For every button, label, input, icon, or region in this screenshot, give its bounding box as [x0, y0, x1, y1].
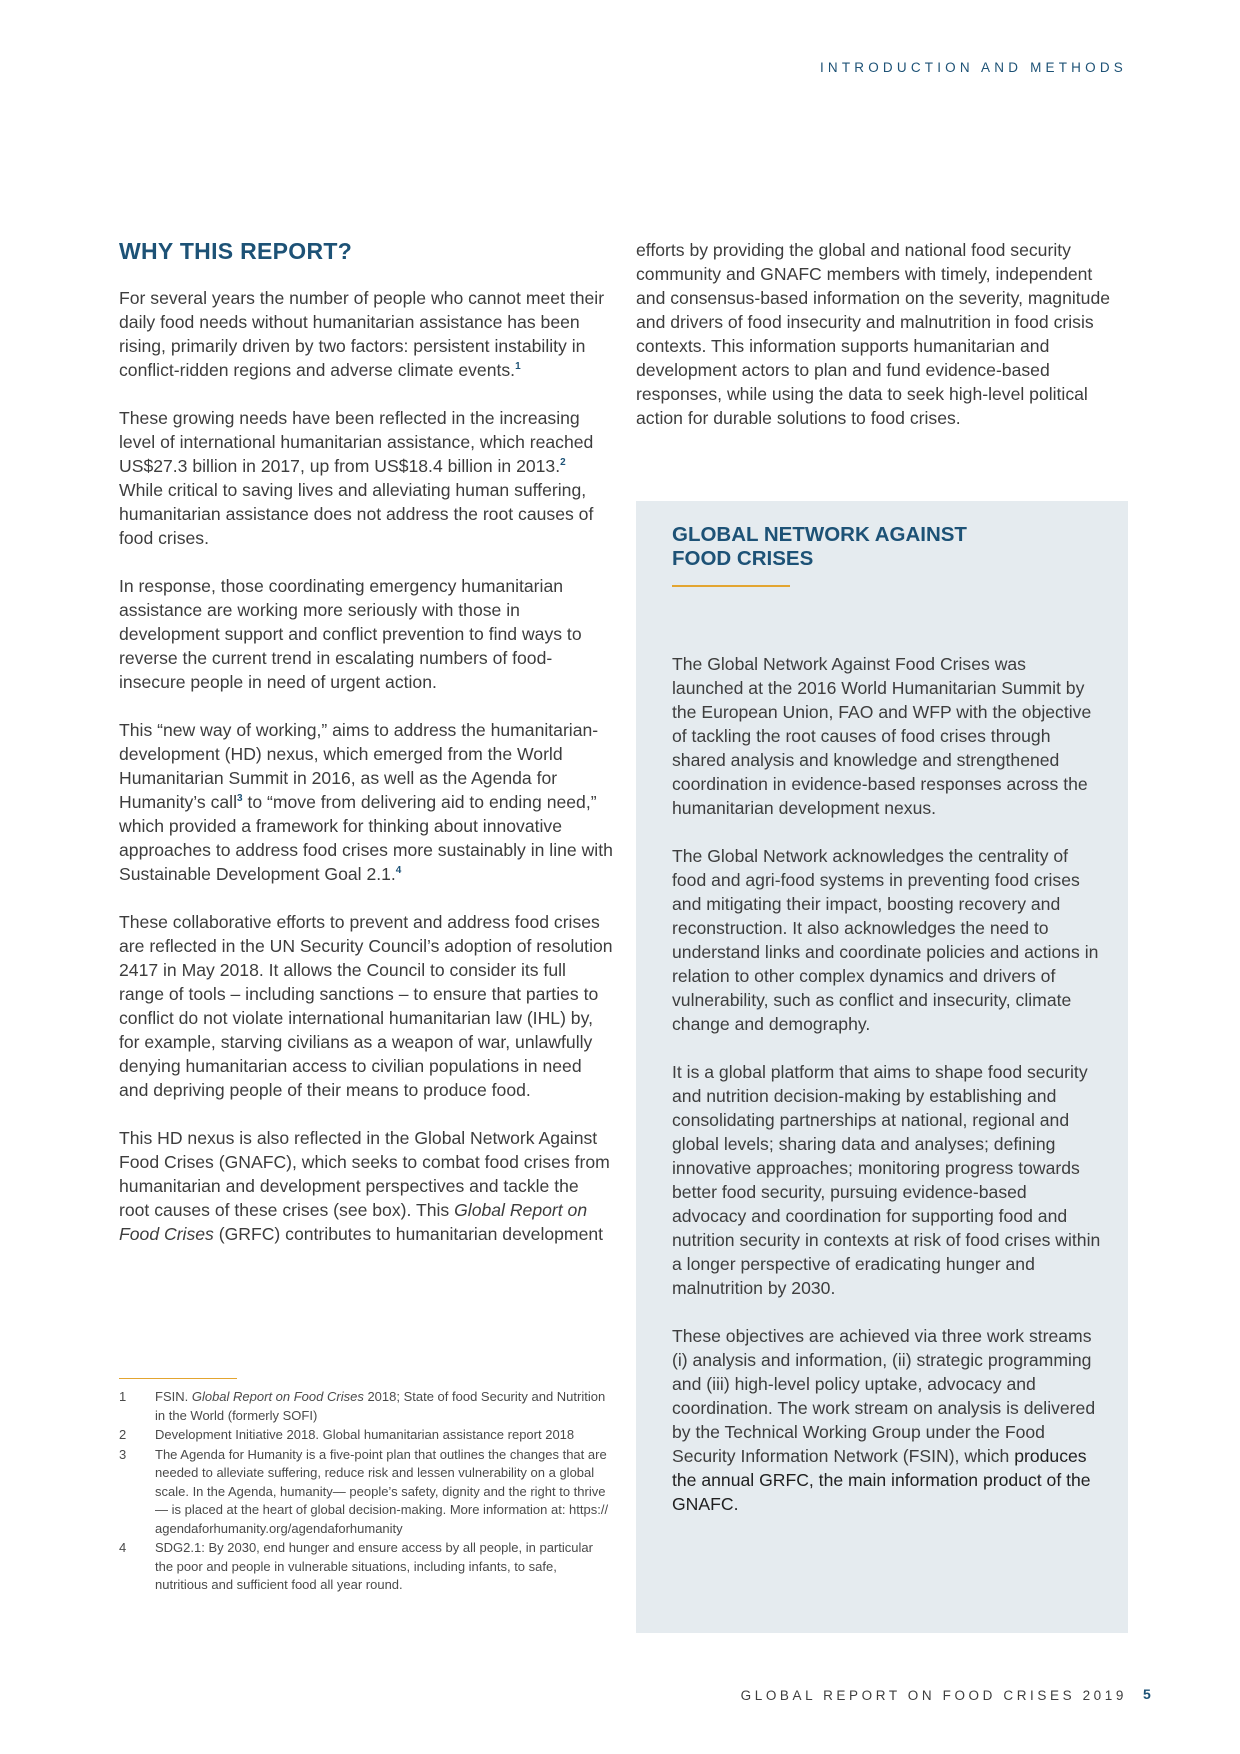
footnote-ref-4: 4: [395, 865, 402, 877]
footnote-4: [119, 1539, 613, 1595]
box-paragraph-4-text-a: These objectives are achieved via three work streams (i) analysis and information, (ii) strategic programming and (iii) high-level policy uptake, advocacy and coordination. The work stream on analysis is delivered by the Technical Working Group under the Food Security Information Network (FSIN), which: [672, 1326, 1096, 1466]
paragraph-2-text-a: These growing needs have been reflected in the increasing level of international humanitarian assistance, which reached US$27.3 billion in 2017, up from US$18.4 billion in 2013.: [119, 408, 594, 476]
footnote-2: [119, 1426, 613, 1445]
footnote-number: 1: [119, 1389, 127, 1404]
paragraph-7: efforts by providing the global and national food security community and GNAFC members with timely, independent and consensus-based information on the severity, magnitude and drivers of food insecurity and malnutrition in food crisis contexts. This information supports humanitarian and development actors to plan and fund evidence-based responses, while using the data to seek high-level political action for durable solutions to food crises.: [636, 240, 1111, 428]
paragraph-4-text-b: to “move from delivering aid to ending need,” which provided a framework for thinking about innovative approaches to address food crises more sustainably in line with Sustainable Development Goal 2.1.: [119, 792, 613, 884]
left-column: [119, 238, 613, 1270]
paragraph-6-text-a: This HD nexus is also reflected in the Global Network Against Food Crises (GNAFC), which seeks to combat food crises from humanitarian and development perspectives and tackle the root causes of these crises (see box). This: [119, 1128, 610, 1220]
footnote-text-post: 2018; State of food Security and Nutrition in the World (formerly SOFI): [155, 1389, 606, 1423]
running-footer: GLOBAL REPORT ON FOOD CRISES 2019: [740, 1688, 1127, 1703]
footnote-text-pre: FSIN.: [155, 1389, 192, 1404]
box-title: [672, 523, 1102, 571]
footnote-text: [155, 1388, 613, 1425]
footnote-text: SDG2.1: By 2030, end hunger and ensure access by all people, in particular the poor and people in vulnerable situations, including infants, to safe, nutritious and sufficient food all year round.: [155, 1540, 593, 1592]
paragraph-4: [119, 718, 613, 886]
paragraph-6-italic-title: Global Report on Food Crises: [119, 1200, 588, 1244]
footnote-3: [119, 1446, 613, 1539]
footnote-divider: [119, 1378, 237, 1379]
footnote-ref-2: 2: [560, 457, 566, 469]
gnafc-box-content: [672, 523, 1102, 1516]
running-header: INTRODUCTION AND METHODS: [819, 60, 1127, 75]
section-title: WHY THIS REPORT?: [119, 238, 353, 264]
paragraph-5: These collaborative efforts to prevent and address food crises are reflected in the UN Security Council’s adoption of resolution 2417 in May 2018. It allows the Council to consider its full range of tools – including sanctions – to ensure that parties to conflict do not violate international humanitarian law (IHL) by, for example, starving civilians as a weapon of war, unlawfully denying humanitarian access to civilian populations in need and depriving people of their means to produce food.: [119, 912, 613, 1100]
paragraph-1-text: For several years the number of people who cannot meet their daily food needs without humanitarian assistance has been rising, primarily driven by two factors: persistent instability in conflict-ridden regions and adverse climate events.: [119, 288, 605, 380]
paragraph-6-text-b: (GRFC) contributes to humanitarian development: [213, 1224, 604, 1244]
box-title-line-1: GLOBAL NETWORK AGAINST: [672, 523, 967, 546]
footnote-italic-title: Global Report on Food Crises: [191, 1389, 364, 1404]
footnote-ref-3: 3: [237, 793, 243, 805]
box-title-underline: [672, 585, 790, 587]
right-column-continuation: [636, 238, 1126, 430]
box-paragraph-4-text-b: produces the annual GRFC, the main information product of the GNAFC.: [672, 1446, 1091, 1514]
paragraph-3: In response, those coordinating emergency humanitarian assistance are working more seriously with those in development support and conflict prevention to find ways to reverse the current trend in escalating numbers of food-insecure people in need of urgent action.: [119, 576, 582, 692]
footnote-1: [119, 1388, 613, 1425]
box-paragraph-3: It is a global platform that aims to shape food security and nutrition decision-making by establishing and consolidating partnerships at national, regional and global levels; sharing data and analyses; defining innovative approaches; monitoring progress towards better food security, pursuing evidence-based advocacy and coordination for supporting food and nutrition security in contexts at risk of food crises within a longer perspective of eradicating hunger and malnutrition by 2030.: [672, 1062, 1101, 1298]
box-title-line-2: FOOD CRISES: [672, 547, 814, 570]
footnote-ref-1: 1: [515, 361, 521, 373]
box-paragraph-4: [672, 1324, 1102, 1516]
footnote-number: 2: [119, 1427, 127, 1442]
footnotes: [119, 1388, 613, 1596]
paragraph-2: [119, 406, 613, 550]
box-paragraph-2: The Global Network acknowledges the centrality of food and agri-food systems in preventing food crises and mitigating their impact, boosting recovery and reconstruction. It also acknowledges the need to understand links and coordinate policies and actions in relation to other complex dynamics and drivers of vulnerability, such as conflict and insecurity, climate change and demography.: [672, 846, 1099, 1034]
paragraph-4-text-a: This “new way of working,” aims to address the humanitarian-development (HD) nexus, which emerged from the World Humanitarian Summit in 2016, as well as the Agenda for Humanity’s call: [119, 720, 599, 812]
box-paragraph-1: The Global Network Against Food Crises was launched at the 2016 World Humanitarian Summit by the European Union, FAO and WFP with the objective of tackling the root causes of food crises through shared analysis and knowledge and strengthened coordination in evidence-based responses across the humanitarian development nexus.: [672, 654, 1092, 818]
footnote-number: 3: [119, 1446, 127, 1462]
footnote-text: The Agenda for Humanity is a five-point plan that outlines the changes that are needed to alleviate suffering, reduce risk and lessen vulnerability on a global scale. In the Agenda, humanity— people’s safety, dignity and the right to thrive— is placed at the heart of global decision-making. More information at: https:// agendaforhumanity.org/agendaforhumanity: [155, 1446, 609, 1536]
paragraph-2-text-b: While critical to saving lives and alleviating human suffering, humanitarian assistance does not address the root causes of food crises.: [119, 480, 594, 548]
gnafc-info-box: [636, 501, 1128, 1633]
paragraph-6: [119, 1126, 613, 1246]
footnote-text: Development Initiative 2018. Global humanitarian assistance report 2018: [155, 1427, 575, 1442]
paragraph-1: [119, 286, 613, 382]
footnote-number: 4: [119, 1540, 127, 1555]
page-number: 5: [1143, 1686, 1151, 1702]
